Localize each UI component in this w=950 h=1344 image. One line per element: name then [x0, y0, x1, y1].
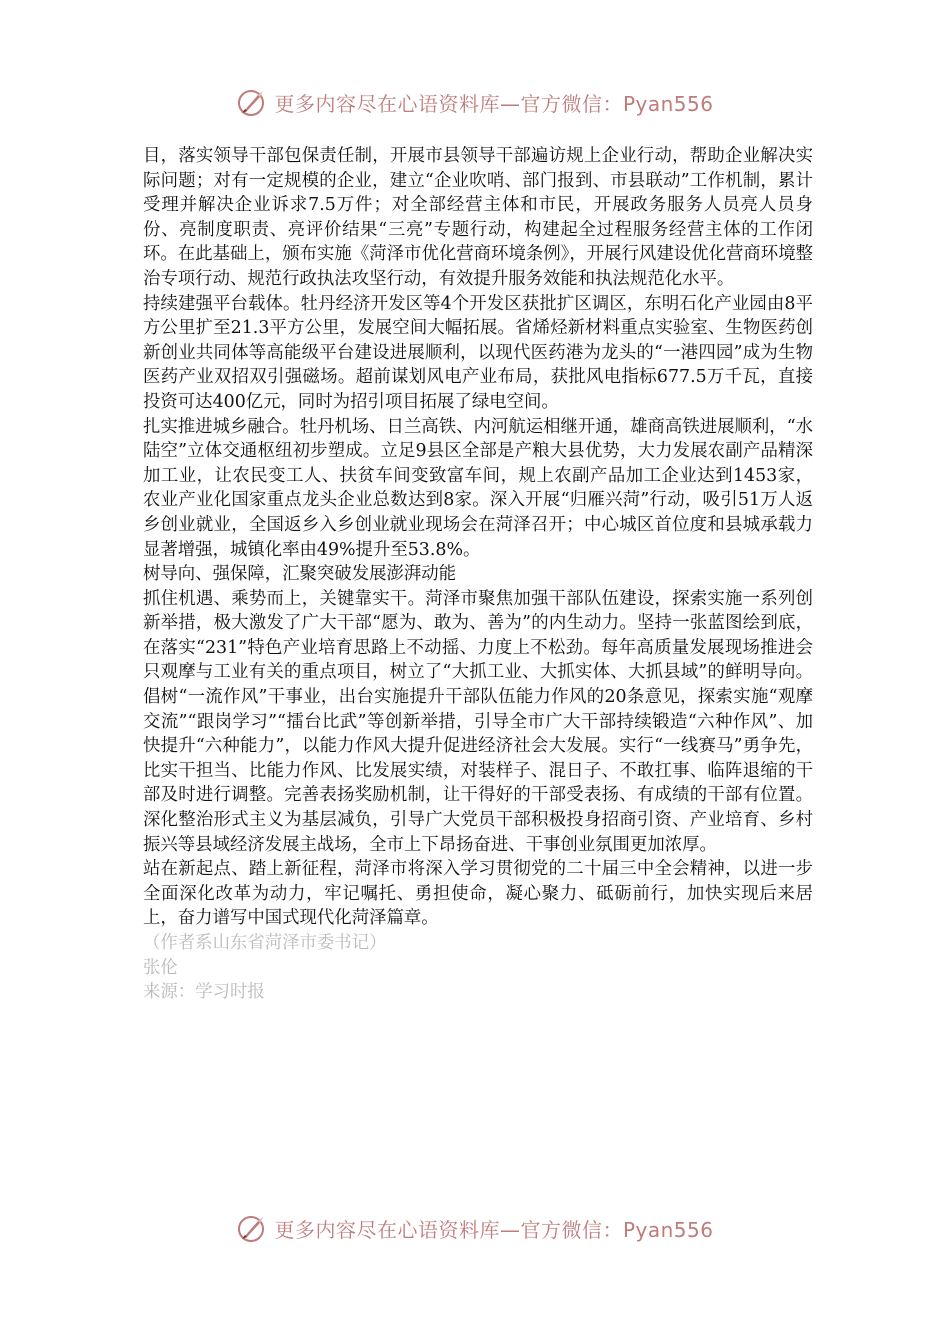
- paragraph: 扎实推进城乡融合。牡丹机场、日兰高铁、内河航运相继开通，雄商高铁进展顺利，“水陆空”立体交通枢纽初步塑成。立足9县区全部是产粮大县优势，大力发展农副产品精深加工业，让农民变工人、扶贫车间变致富车间，规上农副产品加工企业达到1453家，农业产业化国家重点龙头企业总数达到8家。深入开展“归雁兴菏”行动，吸引51万人返乡创业就业，全国返乡入乡创业就业现场会在菏泽召开；中心城区首位度和县城承载力显著增强，城镇化率由49%提升至53.8%。: [143, 416, 813, 560]
- pen-nib-logo-icon: [236, 85, 270, 119]
- editor-name: 张伦: [143, 957, 178, 978]
- paragraph: 抓住机遇、乘势而上，关键靠实干。菏泽市聚焦加强干部队伍建设，探索实施一系列创新举措，极大激发了广大干部“愿为、敢为、善为”的内生动力。坚持一张蓝图绘到底，在落实“231”特色产业培育思路上不动摇、力度上不松劲。每年高质量发展现场推进会只观摩与工业有关的重点项目，树立了“大抓工业、大抓实体、大抓县域”的鲜明导向。倡树“一流作风”干事业，出台实施提升干部队伍能力作风的20条意见，探索实施“观摩交流”“跟岗学习”“擂台比武”等创新举措，引导全市广大干部持续锻造“六种作风”、加快提升“六种能力”，以能力作风大提升促进经济社会大发展。实行“一线赛马”勇争先，比实干担当、比能力作风、比发展实绩，对装样子、混日子、不敢扛事、临阵退缩的干部及时进行调整。完善表扬奖励机制，让干得好的干部受表扬、有成绩的干部有位置。深化整治形式主义为基层减负，引导广大党员干部积极投身招商引资、产业培育、乡村振兴等县域经济发展主战场，全市上下昂扬奋进、干事创业氛围更加浓厚。: [143, 588, 813, 855]
- paragraph: 站在新起点、踏上新征程，菏泽市将深入学习贯彻党的二十届三中全会精神，以进一步全面深化改革为动力，牢记嘱托、勇担使命，凝心聚力、砥砺前行，加快实现后来居上，奋力谱写中国式现代化菏泽篇章。: [143, 859, 813, 929]
- footer-watermark: [0, 1208, 950, 1248]
- pen-nib-logo-icon: [236, 1211, 270, 1245]
- source-line: 来源：学习时报: [143, 982, 265, 1003]
- author-note: （作者系山东省菏泽市委书记）: [143, 933, 387, 953]
- watermark-text: 更多内容尽在心语资料库—官方微信：Pyan556: [274, 1217, 714, 1242]
- paragraph: 目，落实领导干部包保责任制，开展市县领导干部遍访规上企业行动，帮助企业解决实际问题；对有一定规模的企业，建立“企业吹哨、部门报到、市县联动”工作机制，累计受理并解决企业诉求7.5万件；对全部经营主体和市民，开展政务服务人员亮人员身份、亮制度职责、亮评价结果“三亮”专题行动，构建起全过程服务经营主体的工作闭环。在此基础上，颁布实施《菏泽市优化营商环境条例》，开展行风建设优化营商环境整治专项行动、规范行政执法攻坚行动，有效提升服务效能和执法规范化水平。: [143, 146, 813, 289]
- paragraph: 持续建强平台载体。牡丹经济开发区等4个开发区获批扩区调区，东明石化产业园由8平方公里扩至21.3平方公里，发展空间大幅拓展。省烯烃新材料重点实验室、生物医药创新创业共同体等高能级平台建设进展顺利，以现代医药港为龙头的“一港四园”成为生物医药产业双招双引强磁场。超前谋划风电产业布局，获批风电指标677.5万千瓦，直接投资可达400亿元，同时为招引项目拓展了绿电空间。: [143, 293, 813, 412]
- watermark-text: 更多内容尽在心语资料库—官方微信：Pyan556: [274, 91, 714, 116]
- header-watermark: [0, 82, 950, 122]
- section-heading: 树导向、强保障，汇聚突破发展澎湃动能: [143, 564, 457, 585]
- article-body: [143, 144, 813, 1005]
